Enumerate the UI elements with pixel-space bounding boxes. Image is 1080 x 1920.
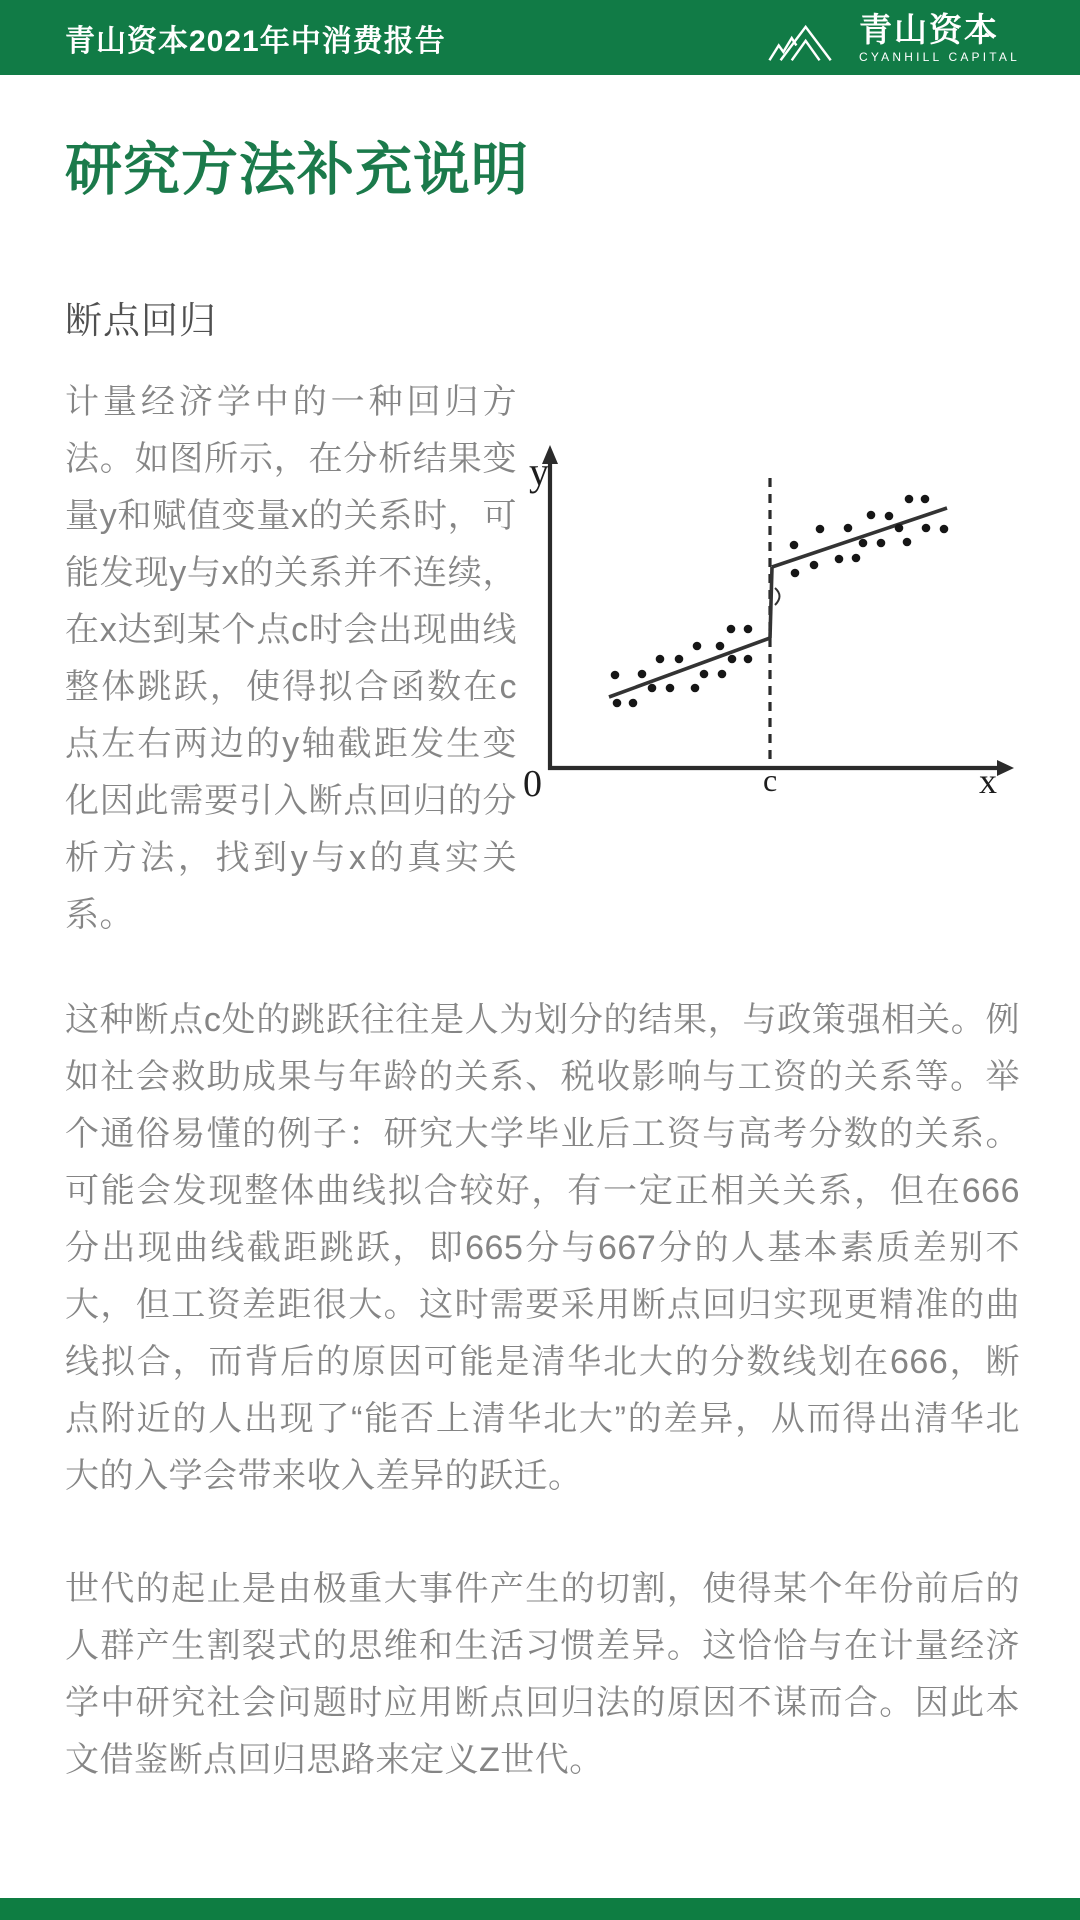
paragraph-method-intro: 计量经济学中的一种回归方法。如图所示，在分析结果变量y和赋值变量x的关系时，可能发现y与x的关系并不连续，在x达到某个点c时会出现曲线整体跳跃，使得拟合函数在c点左右两边的y轴截距发生变化因此需要引入断点回归的分析方法，找到y与x的真实关系。	[65, 382, 517, 934]
main-content	[0, 138, 1080, 1789]
logo-company-name: 青山资本	[858, 10, 999, 48]
company-logo	[755, 12, 1020, 64]
svg-text:0: 0	[523, 762, 542, 805]
page-title: 研究方法补充说明	[65, 138, 529, 202]
report-title: 青山资本2021年中消费报告	[65, 24, 446, 58]
logo-company-subtitle: CYANHILL CAPITAL	[858, 49, 1020, 64]
section-subtitle: 断点回归	[65, 299, 217, 341]
header-bar	[0, 0, 1080, 75]
paragraph-cutoff-example: 这种断点c处的跳跃往往是人为划分的结果，与政策强相关。例如社会救助成果与年龄的关系、税收影响与工资的关系等。举个通俗易懂的例子：研究大学毕业后工资与高考分数的关系。可能会发现整体曲线拟合较好，有一定正相关关系，但在666分出现曲线截距跳跃，即665分与667分的人基本素质差别不大，但工资差距很大。这时需要采用断点回归实现更精准的曲线拟合，而背后的原因可能是清华北大的分数线划在666，断点附近的人出现了“能否上清华北大”的差异，从而得出清华北大的入学会带来收入差异的跃迁。	[65, 1000, 1020, 1495]
mountain-peaks-icon	[755, 12, 847, 64]
logo-text	[858, 10, 1020, 64]
svg-text:c: c	[763, 761, 778, 798]
footer-bar	[0, 1898, 1080, 1920]
rdd-chart-svg	[517, 350, 1037, 805]
svg-text:y: y	[529, 448, 549, 494]
paragraph-generation-definition: 世代的起止是由极重大事件产生的切割，使得某个年份前后的人群产生割裂式的思维和生活习惯差异。这恰恰与在计量经济学中研究社会问题时应用断点回归法的原因不谋而合。因此本文借鉴断点回归思路来定义Z世代。	[65, 1569, 1020, 1779]
text-and-chart-row	[65, 374, 1020, 944]
rdd-chart	[517, 350, 1037, 810]
svg-text:x: x	[979, 760, 997, 801]
